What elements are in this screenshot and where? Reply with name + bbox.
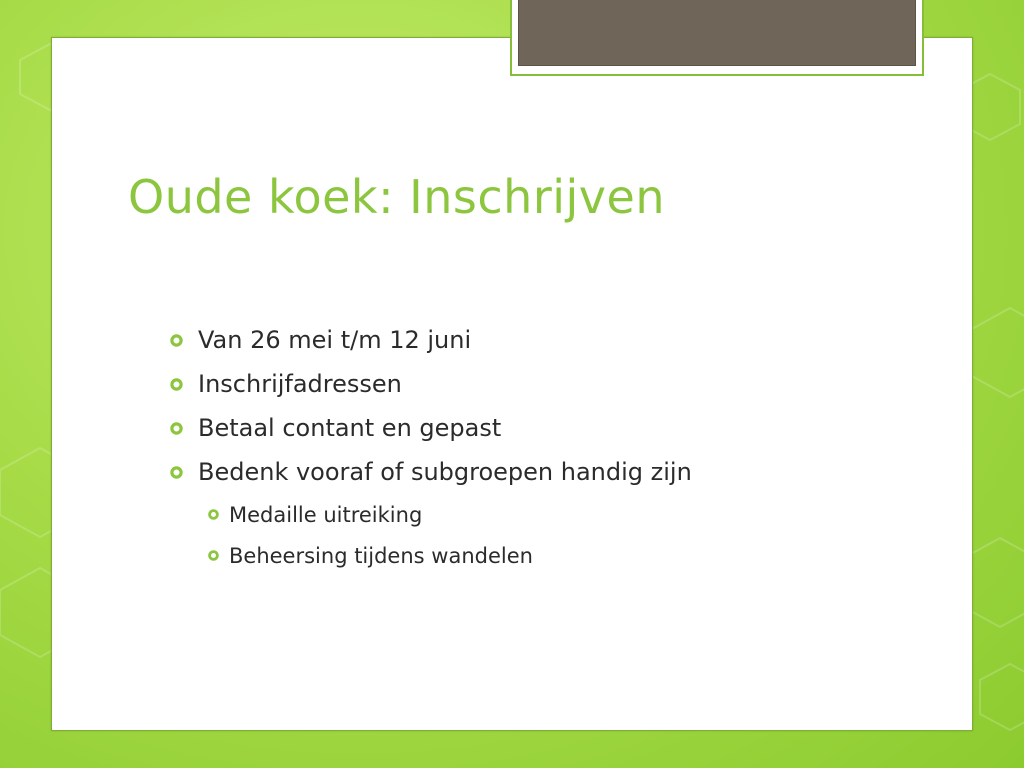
photo-placeholder	[518, 0, 916, 66]
photo-frame	[510, 0, 924, 76]
sub-bullet-text: Beheersing tijdens wandelen	[229, 543, 533, 568]
bullet-item	[170, 406, 692, 450]
ring-bullet-icon	[208, 550, 219, 561]
ring-bullet-icon	[170, 378, 183, 391]
bullet-list	[170, 318, 692, 576]
ring-bullet-icon	[170, 334, 183, 347]
bullet-text: Bedenk vooraf of subgroepen handig zijn	[198, 458, 692, 486]
sub-bullet-text: Medaille uitreiking	[229, 502, 423, 527]
ring-bullet-icon	[170, 466, 183, 479]
bullet-item	[170, 450, 692, 494]
bullet-item	[170, 318, 692, 362]
ring-bullet-icon	[170, 422, 183, 435]
bullet-text: Inschrijfadressen	[198, 370, 402, 398]
sub-bullet-item	[208, 494, 692, 535]
bullet-text: Van 26 mei t/m 12 juni	[198, 326, 472, 354]
slide-title: Oude koek: Inschrijven	[128, 170, 665, 224]
sub-bullet-item	[208, 535, 692, 576]
bullet-item	[170, 362, 692, 406]
ring-bullet-icon	[208, 509, 219, 520]
bullet-text: Betaal contant en gepast	[198, 414, 502, 442]
